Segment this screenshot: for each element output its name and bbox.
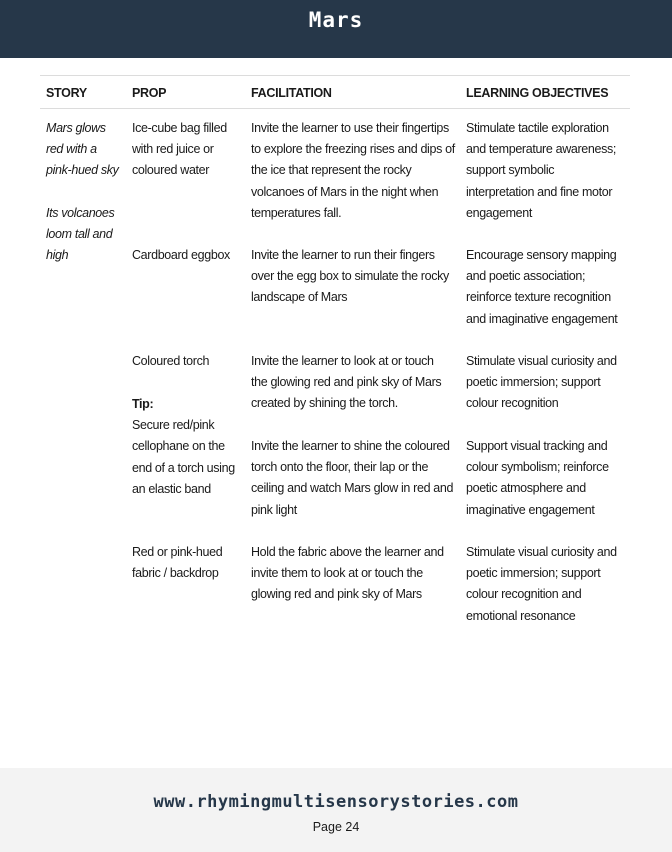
page-footer: [0, 768, 672, 852]
row-2-objectives: Encourage sensory mapping and poetic association; reinforce texture recognition and imaginative engagement: [466, 248, 618, 326]
website-url: www.rhymingmultisensorystories.com: [153, 792, 519, 812]
table-header-rule: [40, 108, 630, 109]
story-line-2: Its volcanoes loom tall and high: [46, 206, 115, 263]
page-header: [0, 0, 672, 58]
row-1-facilitation: Invite the learner to use their fingertips to explore the freezing rises and dips of the ice that represent the rocky volcanoes of Mars in the night when temperatures fall.: [251, 121, 455, 220]
row-1-objectives: Stimulate tactile exploration and temperature awareness; support symbolic interpretation and fine motor engagement: [466, 121, 617, 220]
column-header-facilitation: FACILITATION: [251, 86, 332, 100]
tip-text: Secure red/pink cellophane on the end of a torch using an elastic band: [132, 418, 235, 496]
column-header-story: STORY: [46, 86, 87, 100]
story-line-1: Mars glows red with a pink-hued sky: [46, 121, 119, 178]
row-1-prop: Ice-cube bag filled with red juice or coloured water: [132, 121, 227, 178]
row-4-objectives: Stimulate visual curiosity and poetic immersion; support colour recognition and emotional resonance: [466, 545, 617, 623]
row-3-facilitation-2: Invite the learner to shine the coloured torch onto the floor, their lap or the ceiling and watch Mars glow in red and pink light: [251, 439, 454, 517]
row-2-facilitation: Invite the learner to run their fingers over the egg box to simulate the rocky landscape of Mars: [251, 248, 449, 305]
column-header-prop: PROP: [132, 86, 167, 100]
column-header-learning-objectives: LEARNING OBJECTIVES: [466, 86, 609, 100]
page-number: Page 24: [312, 820, 360, 834]
row-3-facilitation: Invite the learner to look at or touch the glowing red and pink sky of Mars created by shining the torch.: [251, 354, 442, 411]
row-4-facilitation: Hold the fabric above the learner and invite them to look at or touch the glowing red and pink sky of Mars: [251, 545, 444, 602]
row-2-prop: Cardboard eggbox: [132, 248, 230, 262]
row-3-objectives-2: Support visual tracking and colour symbolism; reinforce poetic atmosphere and imaginative engagement: [466, 439, 609, 517]
row-3-prop: Coloured torch: [132, 354, 210, 368]
table-top-rule: [40, 75, 630, 76]
tip-label: Tip:: [132, 397, 154, 411]
row-3-tip: [132, 394, 244, 500]
row-4-prop: Red or pink-hued fabric / backdrop: [132, 545, 223, 581]
row-3-objectives: Stimulate visual curiosity and poetic immersion; support colour recognition: [466, 354, 617, 411]
page-title: Mars: [308, 8, 364, 32]
